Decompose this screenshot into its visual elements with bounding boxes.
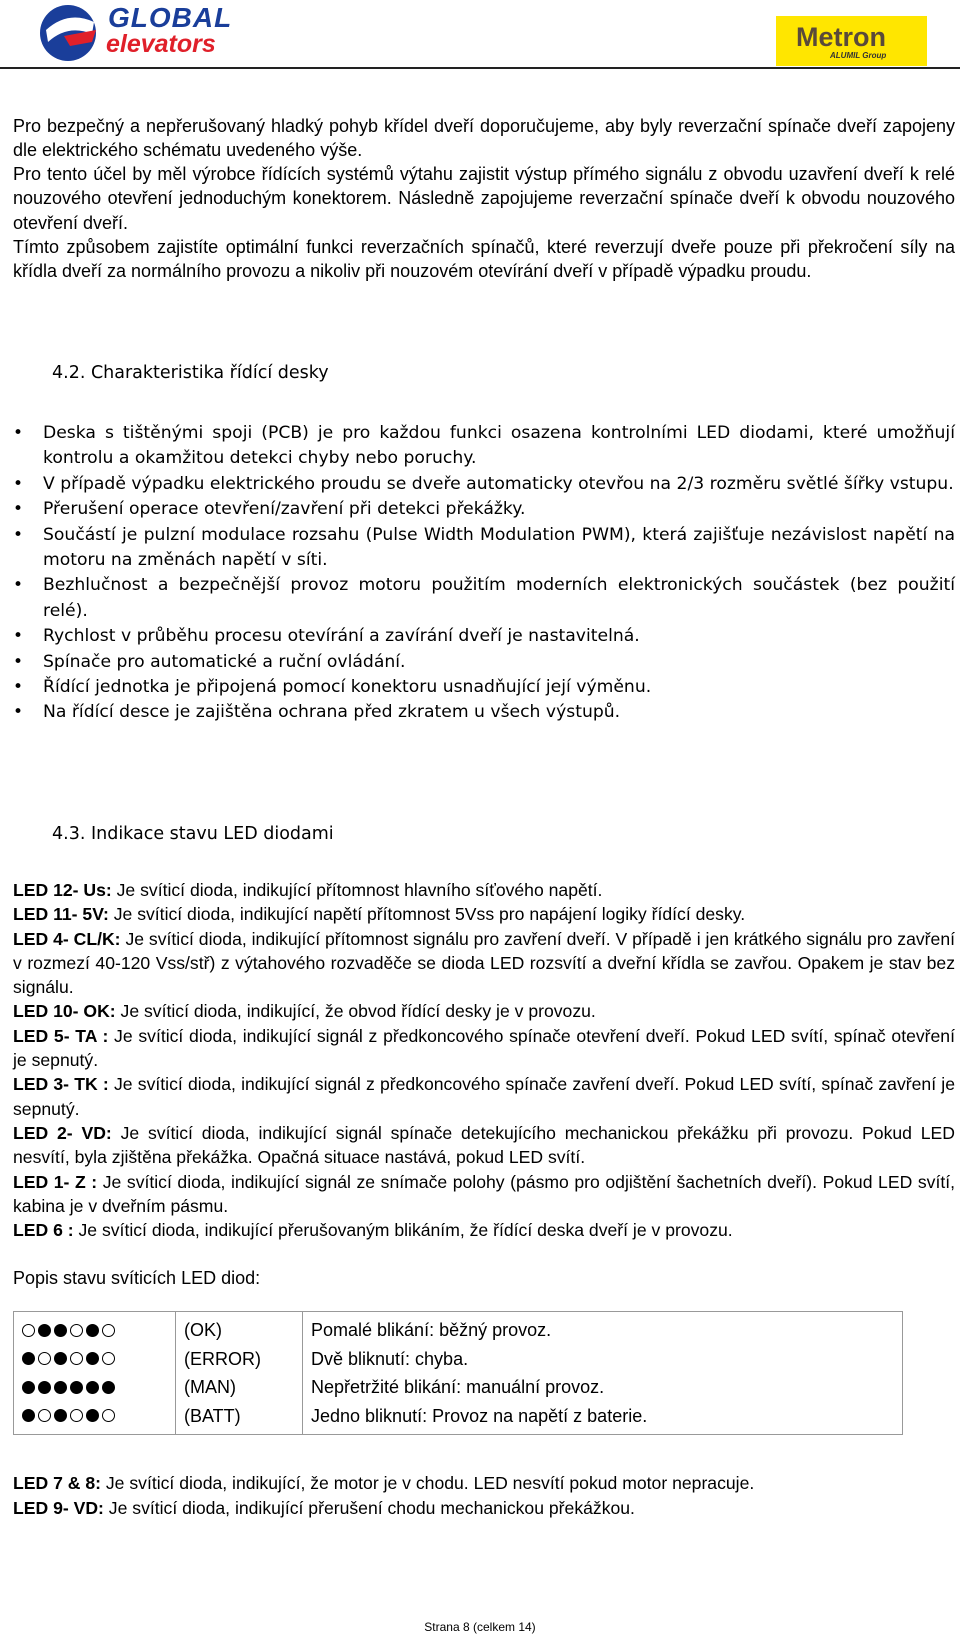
bullet-icon: • (13, 651, 24, 672)
led-on-icon (86, 1324, 99, 1337)
led-label: LED 10- OK: (13, 1001, 116, 1022)
header-divider (0, 67, 960, 69)
led-pattern-cell (14, 1312, 176, 1435)
led-entry (13, 1072, 955, 1121)
led-entry (13, 999, 955, 1023)
led-mode-desc: Jedno bliknutí: Provoz na napětí z baterie. (311, 1405, 648, 1426)
led-label: LED 3- TK : (13, 1074, 109, 1095)
logo-global-text: GLOBAL (108, 2, 233, 33)
led-text: Je svíticí dioda, indikující signál ze snímače polohy (pásmo pro odjištění šachetních dveří). Pokud LED svítí, kabina je v dveřním pásmu. (13, 1171, 955, 1216)
led-text: Je svíticí dioda, indikující napětí přítomnost 5Vss pro napájení logiky řídící desky. (108, 904, 746, 925)
led-mode-desc: Dvě bliknutí: chyba. (311, 1348, 469, 1369)
feature-list-item (13, 650, 955, 675)
feature-text: Na řídící desce je zajištěna ochrana před zkratem u všech výstupů. (43, 702, 621, 723)
feature-text: Spínače pro automatické a ruční ovládání. (43, 651, 406, 672)
led-entry (13, 1170, 955, 1219)
led-entry (13, 1121, 955, 1170)
led-label: LED 4- CL/K: (13, 928, 121, 949)
feature-list-item (13, 421, 955, 472)
led-entry (13, 1471, 955, 1496)
led-off-icon (22, 1324, 35, 1337)
led-mode: (BATT) (184, 1405, 241, 1426)
led-on-icon (86, 1409, 99, 1422)
led-text: Je svíticí dioda, indikující přítomnost hlavního síťového napětí. (111, 880, 603, 900)
feature-text: Přerušení operace otevření/zavření při detekci překážky. (43, 499, 526, 520)
led-on-icon (38, 1324, 51, 1337)
logo-elevators-text: elevators (106, 30, 216, 58)
led-desc-cell (303, 1312, 903, 1435)
feature-list-item (13, 624, 955, 649)
led-label: LED 2- VD: (13, 1122, 112, 1143)
led-label: LED 1- Z : (13, 1171, 98, 1192)
features-list (13, 421, 955, 726)
intro-paragraph-2: Pro tento účel by měl výrobce řídících systémů výtahu zajistit výstup přímého signálu z obvodu uzavření dveří k relé nouzového otevření jednoduchým konektorem. Následně zapojujeme reverzační spínače dveří k obvodu nouzového otevření dveří. (13, 164, 955, 233)
page-number: Strana 8 (celkem 14) (424, 1620, 536, 1634)
led-pattern (22, 1316, 167, 1345)
led-description-list (13, 878, 955, 1242)
led-mode: (ERROR) (184, 1348, 261, 1369)
bullet-icon: • (13, 423, 24, 443)
led-status-caption: Popis stavu svíticích LED diod: (13, 1268, 261, 1288)
led-on-icon (86, 1381, 99, 1394)
led-entry (13, 1496, 955, 1521)
led-label: LED 12- Us: (13, 880, 112, 900)
feature-list-item (13, 472, 955, 497)
bullet-icon: • (13, 524, 24, 545)
bullet-icon: • (13, 575, 24, 596)
led-on-icon (22, 1352, 35, 1365)
bullet-icon: • (13, 702, 24, 723)
led-text: Je svíticí dioda, indikující signál spínače detekujícího mechanickou překážku při provozu. Pokud LED nesvítí, byla zjištěna překážka. Opačná situace nastává, pokud LED svítí. (13, 1122, 955, 1168)
led-entry (13, 927, 955, 1000)
led-label: LED 9- VD: (13, 1498, 104, 1518)
led-mode-cell (176, 1312, 303, 1435)
led-pattern (22, 1402, 167, 1431)
intro-paragraph-3: Tímto způsobem zajistíte optimální funkci reverzačních spínačů, které reverzují dveře pouze při překročení síly na křídla dveří za normálního provozu a nikoliv při nouzovém otevírání dveří v případě výpadku proudu. (13, 237, 955, 282)
led-entry (13, 1024, 955, 1073)
led-description-list-end (13, 1471, 955, 1521)
led-on-icon (54, 1409, 67, 1422)
led-on-icon (102, 1381, 115, 1394)
led-label: LED 6 : (13, 1220, 74, 1241)
feature-list-item (13, 675, 955, 700)
bullet-icon: • (13, 626, 24, 647)
led-on-icon (22, 1409, 35, 1422)
led-mode: (MAN) (184, 1377, 236, 1397)
led-on-icon (22, 1381, 35, 1394)
feature-text: Řídící jednotka je připojená pomocí konektoru usnadňující její výměnu. (43, 677, 652, 698)
feature-text: Deska s tištěnými spoji (PCB) je pro každou funkci osazena kontrolními LED diodami, které umožňují kontrolu a okamžitou detekci chyby nebo poruchy. (43, 423, 955, 469)
intro-paragraph-1: Pro bezpečný a nepřerušovaný hladký pohyb křídel dveří doporučujeme, aby byly reverzační spínače dveří zapojeny dle elektrického schématu uvedeného výše. (13, 116, 955, 161)
led-text: Je svíticí dioda, indikující přítomnost signálu pro zavření dveří. V případě i jen krátkého signálu pro zavření v rozmezí 40-120 Vss/stř) z výtahového rozvaděče se dioda LED rozsvítí a dveřní křídla se zavřou. Opakem je stav bez signálu. (13, 928, 955, 998)
led-entry (13, 878, 955, 902)
led-status-table (13, 1311, 903, 1435)
feature-text: Rychlost v průběhu procesu otevírání a zavírání dveří je nastavitelná. (43, 626, 640, 647)
feature-list-item (13, 573, 955, 624)
led-label: LED 11- 5V: (13, 904, 109, 925)
led-text: Je svíticí dioda, indikující signál z předkoncového spínače zavření dveří. Pokud LED svítí, spínač zavření je sepnutý. (13, 1074, 955, 1119)
led-mode-desc: Nepřetržité blikání: manuální provoz. (311, 1377, 605, 1397)
led-off-icon (70, 1324, 83, 1337)
feature-list-item (13, 523, 955, 574)
bullet-icon: • (13, 499, 24, 520)
led-off-icon (70, 1352, 83, 1365)
led-text: Je svíticí dioda, indikující, že motor je v chodu. LED nesvítí pokud motor nepracuje. (101, 1473, 755, 1493)
led-pattern (22, 1373, 167, 1402)
led-on-icon (70, 1381, 83, 1394)
bullet-icon: • (13, 677, 24, 698)
led-text: Je svíticí dioda, indikující, že obvod řídící desky je v provozu. (115, 1001, 596, 1022)
led-label: LED 5- TA : (13, 1025, 109, 1046)
led-on-icon (54, 1352, 67, 1365)
section-heading-4-3: 4.3. Indikace stavu LED diodami (52, 824, 334, 844)
led-pattern (22, 1345, 167, 1374)
led-text: Je svíticí dioda, indikující přerušení chodu mechanickou překážkou. (103, 1498, 635, 1518)
globe-icon (34, 0, 104, 66)
section-heading-4-2: 4.2. Charakteristika řídící desky (52, 363, 329, 383)
feature-list-item (13, 700, 955, 725)
led-off-icon (102, 1324, 115, 1337)
feature-text: Bezhlučnost a bezpečnější provoz motoru použitím moderních elektronických součástek (bez použití relé). (43, 575, 955, 621)
bullet-icon: • (13, 473, 24, 494)
global-elevators-logo (34, 0, 244, 68)
led-on-icon (54, 1324, 67, 1337)
led-label: LED 7 & 8: (13, 1473, 101, 1493)
logo-metron-text: Metron (796, 22, 886, 52)
logo-metron-sub: ALUMIL Group (830, 51, 887, 60)
led-off-icon (38, 1409, 51, 1422)
led-on-icon (38, 1381, 51, 1394)
led-entry (13, 1218, 955, 1242)
led-text: Je svíticí dioda, indikující přerušovaným blikáním, že řídící deska dveří je v provozu. (73, 1220, 733, 1241)
led-off-icon (102, 1352, 115, 1365)
led-mode: (OK) (184, 1320, 222, 1340)
led-mode-desc: Pomalé blikání: běžný provoz. (311, 1320, 552, 1340)
led-entry (13, 902, 955, 926)
led-text: Je svíticí dioda, indikující signál z předkoncového spínače otevření dveří. Pokud LED svítí, spínač otevření je sepnutý. (13, 1025, 955, 1071)
led-on-icon (86, 1352, 99, 1365)
metron-logo (776, 16, 927, 66)
led-on-icon (54, 1381, 67, 1394)
feature-text: Součástí je pulzní modulace rozsahu (Pulse Width Modulation PWM), která zajišťuje nezávislost napětí na motoru na změnách napětí v síti. (43, 524, 955, 571)
led-off-icon (102, 1409, 115, 1422)
page-header (0, 0, 960, 70)
feature-text: V případě výpadku elektrického proudu se dveře automaticky otevřou na 2/3 rozměru světlé šířky vstupu. (43, 473, 954, 494)
led-off-icon (70, 1409, 83, 1422)
led-off-icon (38, 1352, 51, 1365)
feature-list-item (13, 497, 955, 522)
